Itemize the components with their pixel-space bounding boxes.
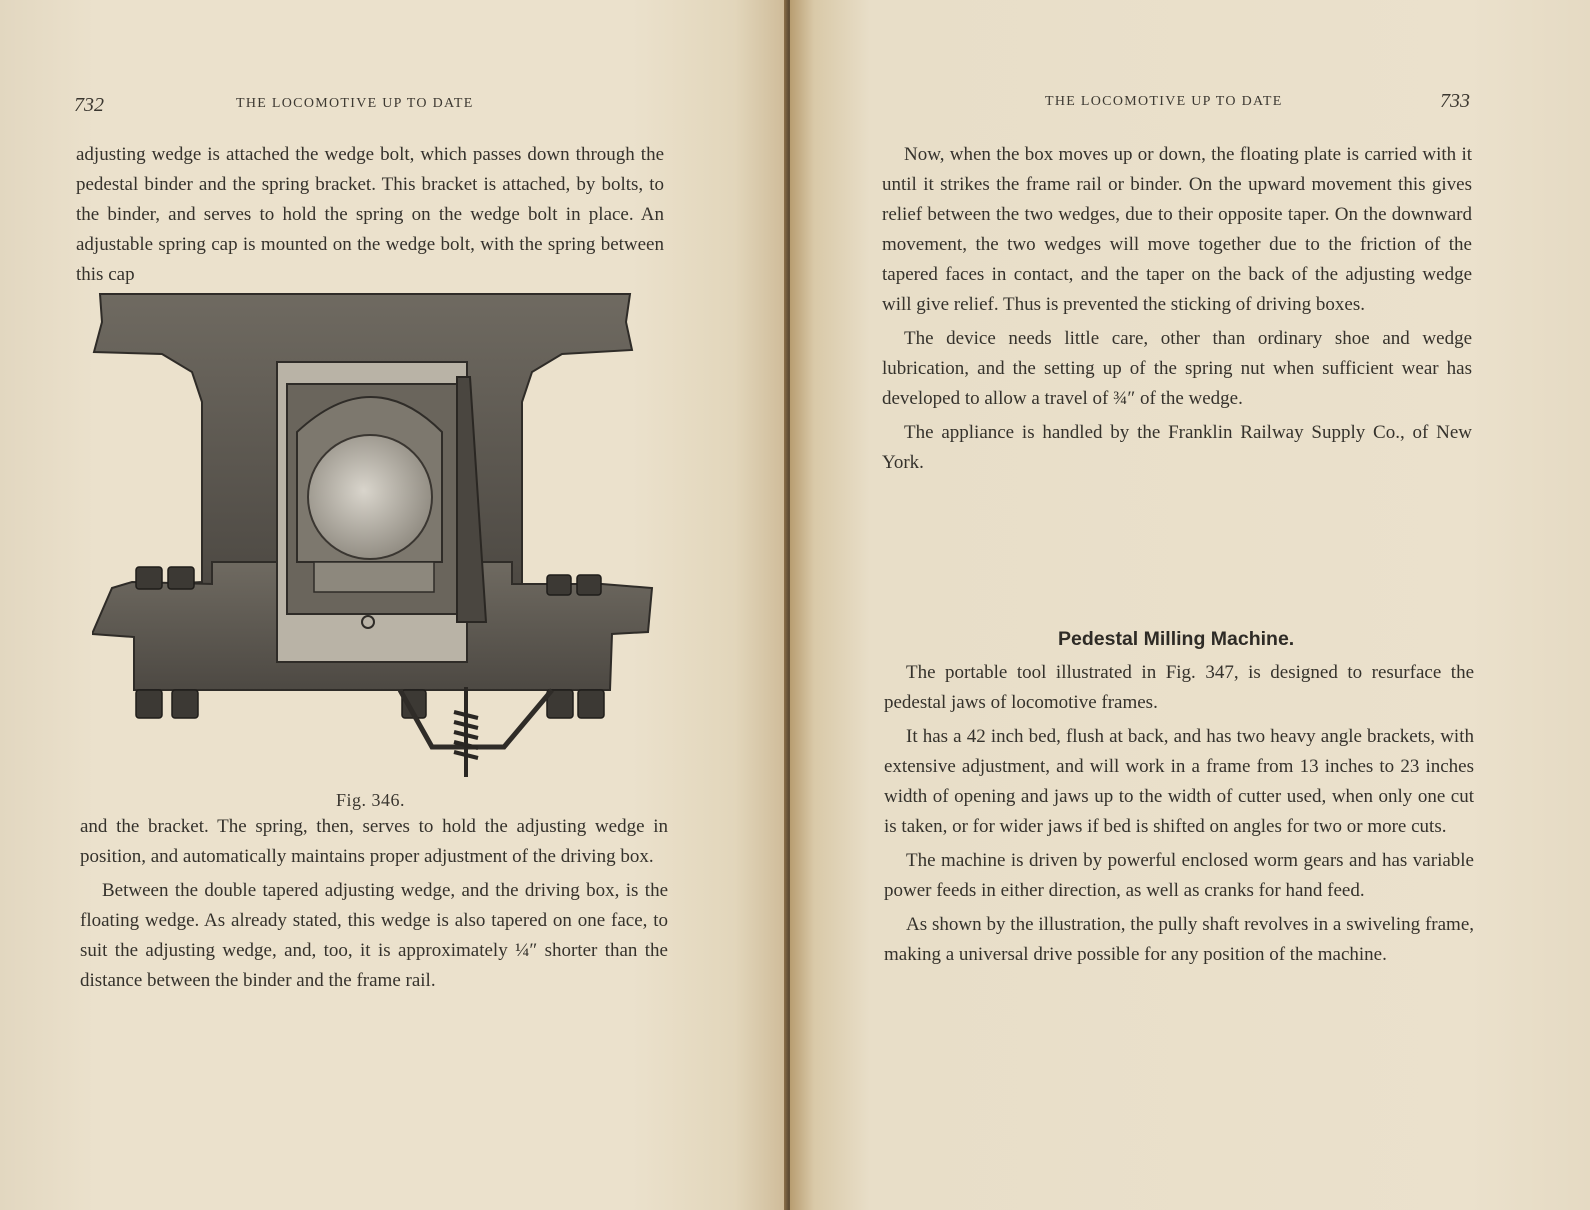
right-paragraph-7: As shown by the illustration, the pully shaft revolves in a swiveling frame, making a universal drive possible for any position of the machine.	[884, 914, 1474, 965]
right-running-header: THE LOCOMOTIVE UP TO DATE	[1045, 94, 1283, 109]
right-paragraph-2: The device needs little care, other than ordinary shoe and wedge lubrication, and the setting up of the spring nut when sufficient wear has developed to allow a travel of ¾″ of the wedge.	[882, 328, 1472, 409]
section-heading: Pedestal Milling Machine.	[1058, 628, 1295, 650]
right-text-bottom	[884, 658, 1474, 970]
left-paragraph-2: and the bracket. The spring, then, serves to hold the adjusting wedge in position, and automatically maintains proper adjustment of the driving box.	[80, 816, 668, 867]
box-cellar	[314, 562, 434, 592]
left-paragraph-1: adjusting wedge is attached the wedge bolt, which passes down through the pedestal binder and the spring bracket. This bracket is attached, by bolts, to the binder, and serves to hold the spring on the wedge bolt in place. An adjustable spring cap is mounted on the wedge bolt, with the spring between this cap	[76, 144, 664, 285]
figure-caption: Fig. 346.	[336, 790, 406, 810]
nut	[577, 575, 601, 595]
right-paragraph-6: The machine is driven by powerful enclosed worm gears and has variable power feeds in either direction, as well as cranks for hand feed.	[884, 850, 1474, 901]
nut	[578, 690, 604, 718]
nut	[547, 575, 571, 595]
left-page	[0, 0, 790, 1210]
left-page-number: 732	[74, 94, 104, 116]
left-text-top	[76, 140, 664, 290]
right-text-top	[882, 140, 1472, 478]
right-page-number: 733	[1440, 90, 1470, 112]
left-running-header: THE LOCOMOTIVE UP TO DATE	[236, 96, 474, 111]
left-text-bottom	[80, 812, 668, 996]
left-paragraph-3: Between the double tapered adjusting wedge, and the driving box, is the floating wedge. As already stated, this wedge is also tapered on one face, to suit the adjusting wedge, and, too, it is approximately ¼″ shorter than the distance between the binder and the frame rail.	[80, 880, 668, 991]
nut	[168, 567, 194, 589]
right-paragraph-4: The portable tool illustrated in Fig. 347, is designed to resurface the pedestal jaws of locomotive frames.	[884, 662, 1474, 713]
right-paragraph-3: The appliance is handled by the Franklin Railway Supply Co., of New York.	[882, 422, 1472, 473]
nut	[136, 690, 162, 718]
pedestal-wedge-figure	[92, 292, 662, 787]
nut	[172, 690, 198, 718]
right-paragraph-1: Now, when the box moves up or down, the floating plate is carried with it until it strikes the frame rail or binder. On the upward movement this gives relief between the two wedges, due to their opposite taper. On the downward movement, the two wedges will move together due to the friction of the tapered faces in contact, and the taper on the back of the adjusting wedge will give relief. Thus is prevented the sticking of driving boxes.	[882, 144, 1472, 315]
journal-disc	[308, 435, 432, 559]
right-paragraph-5: It has a 42 inch bed, flush at back, and has two heavy angle brackets, with extensive adjustment, and will work in a frame from 13 inches to 23 inches width of opening and jaws up to the width of cutter used, when only one cut is taken, or for wider jaws if bed is shifted on angles for two or more cuts.	[884, 726, 1474, 837]
nut	[136, 567, 162, 589]
wedge-spring	[454, 687, 478, 777]
